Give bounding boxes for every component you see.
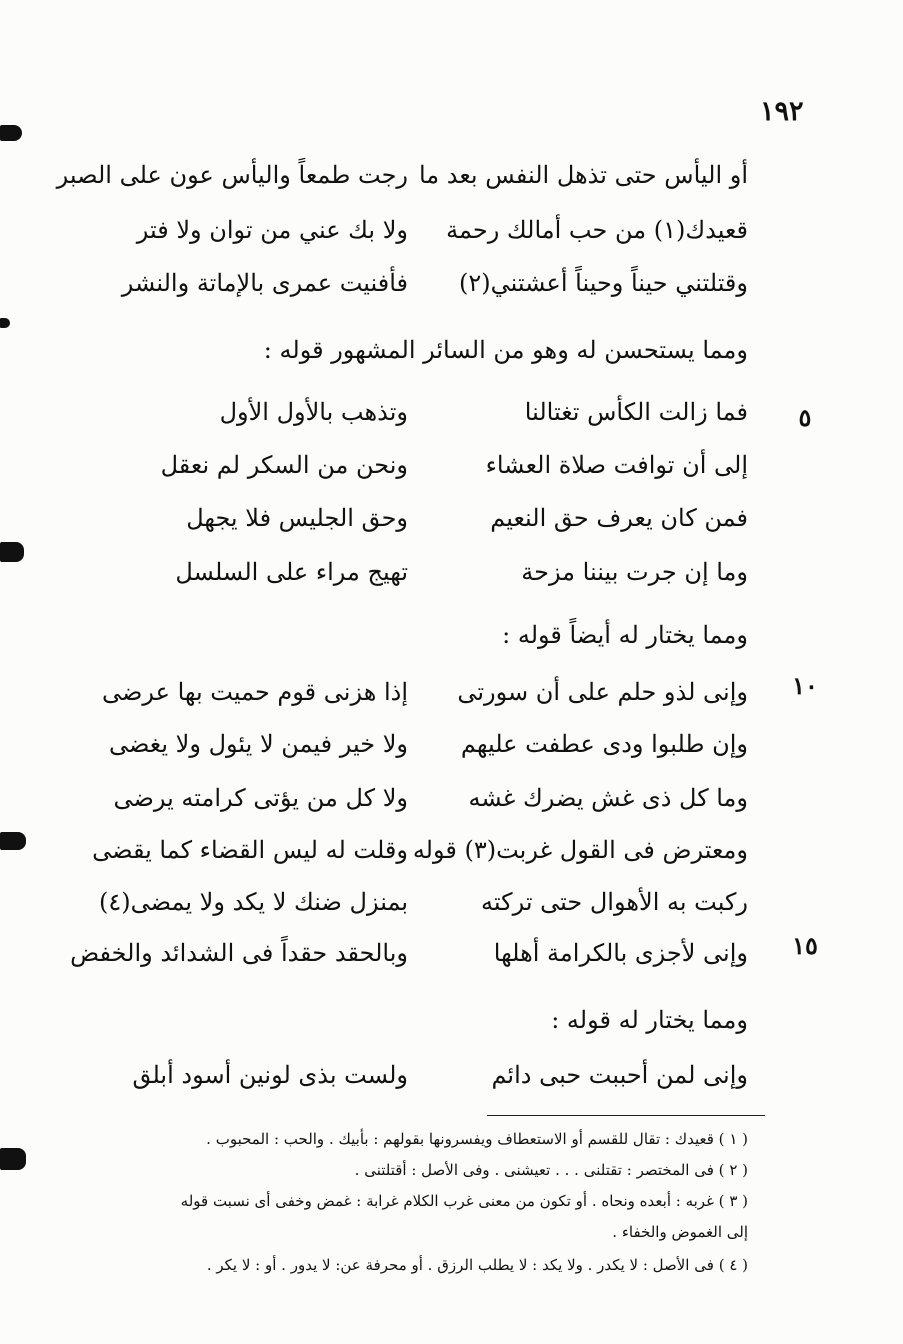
verse-line xyxy=(108,1055,748,1095)
second-hemistich: ونحن من السكر لم نعقل xyxy=(160,451,408,479)
first-hemistich: وإنى لذو حلم على أن سورتى xyxy=(457,678,748,706)
first-hemistich: ومعترض فى القول غربت(٣) قوله xyxy=(412,836,748,864)
intro-text: ومما يختار له قوله : xyxy=(551,1006,748,1034)
second-hemistich: وحق الجليس فلا يجهل xyxy=(186,504,408,532)
verse-line xyxy=(99,882,748,922)
first-hemistich: ركبت به الأهوال حتى تركته xyxy=(481,888,748,916)
verse-line xyxy=(108,263,748,303)
binding-mark xyxy=(0,125,22,141)
second-hemistich: وقلت له ليس القضاء كما يقضى xyxy=(92,836,408,864)
footnote-rule xyxy=(487,1115,765,1116)
second-hemistich: وتذهب بالأول الأول xyxy=(219,398,408,426)
verse-line xyxy=(56,155,748,195)
second-hemistich: رجت طمعاً واليأس عون على الصبر xyxy=(56,161,408,189)
binding-mark xyxy=(0,832,26,850)
first-hemistich: أو اليأس حتى تذهل النفس بعد ما xyxy=(418,161,748,189)
second-hemistich: ولا خير فيمن لا يئول ولا يغضى xyxy=(108,730,408,758)
line-number-5: ٥ xyxy=(798,403,812,432)
binding-mark xyxy=(0,318,10,328)
verse-line xyxy=(108,724,748,764)
verse-line xyxy=(108,778,748,818)
second-hemistich: فأفنيت عمرى بالإماتة والنشر xyxy=(121,269,408,297)
second-hemistich: وبالحقد حقداً فى الشدائد والخفض xyxy=(70,939,408,967)
first-hemistich: وما إن جرت بيننا مزحة xyxy=(521,558,748,586)
second-hemistich: ولا كل من يؤتى كرامته يرضى xyxy=(113,784,408,812)
first-hemistich: قعيدك(١) من حب أمالك رحمة xyxy=(446,216,748,244)
verse-line xyxy=(108,498,748,538)
first-hemistich: وما كل ذى غش يضرك غشه xyxy=(468,784,748,812)
first-hemistich: وإنى لأجزى بالكرامة أهلها xyxy=(493,939,748,967)
verse-line xyxy=(108,445,748,485)
binding-mark xyxy=(0,1148,26,1170)
verse-line xyxy=(108,210,748,250)
second-hemistich: إذا هزنى قوم حميت بها عرضى xyxy=(102,678,408,706)
first-hemistich: وإنى لمن أحببت حبى دائم xyxy=(491,1061,748,1089)
footnote: ( ٣ ) غربه : أبعده ونحاه . أو تكون من معنى غرب الكلام غرابة : غمض وخفى أى نسبت قوله xyxy=(180,1192,748,1210)
footnote: ( ١ ) قعيدك : تقال للقسم أو الاستعطاف ويفسرونها بقولهم : بأبيك . والحب : المحبوب . xyxy=(206,1130,748,1148)
second-hemistich: ولست بذى لونين أسود أبلق xyxy=(132,1061,408,1089)
intro-text: ومما يختار له أيضاً قوله : xyxy=(502,621,748,649)
verse-line xyxy=(92,830,748,870)
verse-line xyxy=(108,392,748,432)
line-number-10: ١٠ xyxy=(792,671,818,700)
verse-line xyxy=(102,672,748,712)
footnote: ( ٤ ) فى الأصل : لا يكدر . ولا يكد : لا يطلب الرزق . أو محرفة عن: لا يدور . أو : لا يكر . xyxy=(206,1256,748,1274)
line-number-15: ١٥ xyxy=(792,931,818,960)
verse-line xyxy=(108,552,748,592)
first-hemistich: فما زالت الكأس تغتالنا xyxy=(524,398,748,426)
first-hemistich: فمن كان يعرف حق النعيم xyxy=(490,504,748,532)
first-hemistich: وإن طلبوا ودى عطفت عليهم xyxy=(460,730,748,758)
footnote: ( ٢ ) فى المختصر : تقتلنى . . . تعيشنى . وفى الأصل : أقتلتنى . xyxy=(354,1161,748,1179)
second-hemistich: بمنزل ضنك لا يكد ولا يمضى(٤) xyxy=(99,888,408,916)
second-hemistich: ولا بك عني من توان ولا فتر xyxy=(136,216,408,244)
second-hemistich: تهيج مراء على السلسل xyxy=(175,558,408,586)
verse-line xyxy=(70,933,748,973)
footnote: إلى الغموض والخفاء . xyxy=(612,1223,748,1241)
page-number: ١٩٢ xyxy=(760,96,804,127)
first-hemistich: إلى أن توافت صلاة العشاء xyxy=(485,451,748,479)
first-hemistich: وقتلتني حيناً وحيناً أعشتني(٢) xyxy=(459,269,748,297)
intro-text: ومما يستحسن له وهو من السائر المشهور قوله : xyxy=(263,336,748,364)
binding-mark xyxy=(0,542,24,562)
